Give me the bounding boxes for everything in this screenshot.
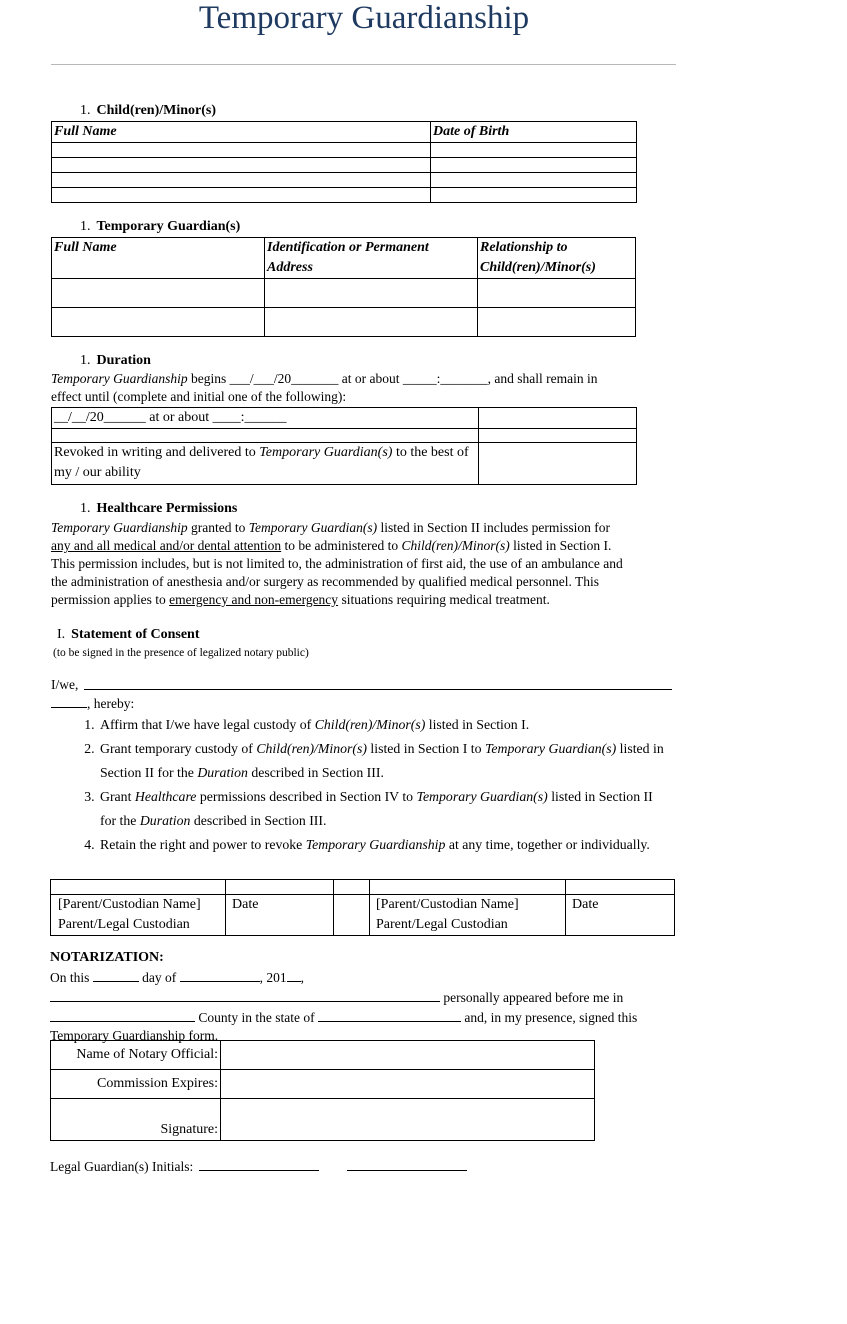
duration-options-table	[51, 407, 637, 485]
consent-item	[98, 737, 668, 785]
signature-cell[interactable]	[51, 880, 226, 895]
text-fragment: to the best of my / our ability	[54, 445, 469, 480]
notary-name-label: Name of Notary Official:	[51, 1041, 221, 1070]
term: Temporary Guardian(s)	[484, 741, 617, 756]
day-blank[interactable]	[93, 967, 139, 982]
text-fragment: granted to	[187, 520, 249, 535]
guardians-table	[51, 237, 636, 337]
term: Child(ren)/Minor(s)	[256, 741, 367, 756]
commission-expires-label: Commission Expires:	[51, 1070, 221, 1099]
signature-date-cell[interactable]	[566, 880, 675, 895]
guardian-id-cell[interactable]	[265, 279, 478, 308]
text-fragment: Affirm that I/we have legal custody of	[100, 717, 315, 732]
text-fragment: , 201	[259, 970, 287, 985]
begin-date-blank[interactable]: ___/___/20_______	[229, 371, 339, 386]
col-header-full-name: Full Name	[52, 238, 265, 279]
text-fragment: ,	[300, 970, 305, 985]
section-number: 1.	[80, 103, 91, 118]
notary-name-field[interactable]	[221, 1041, 595, 1070]
text-fragment: Retain the right and power to revoke	[100, 837, 306, 852]
text-fragment: at or about	[338, 371, 403, 386]
child-dob-cell[interactable]	[431, 143, 637, 158]
text-fragment: permissions described in Section IV to	[196, 789, 417, 804]
signer-name-label: [Parent/Custodian Name]	[376, 897, 519, 912]
consent-item	[98, 833, 668, 857]
term: Temporary Guardianship	[305, 837, 446, 852]
begin-time-blank[interactable]: _____:_______	[402, 371, 488, 386]
signer-role-label: Parent/Legal Custodian	[58, 917, 190, 932]
spacer-cell	[334, 880, 370, 895]
parent-names-line-cont[interactable]	[51, 693, 87, 708]
section-title: Statement of Consent	[71, 627, 200, 642]
term: Temporary Guardian(s)	[416, 789, 548, 804]
text-fragment: Revoked in writing and delivered to	[54, 445, 260, 460]
spacer-cell	[334, 895, 370, 936]
text-fragment: situations requiring medical treatment.	[338, 592, 550, 607]
county-blank[interactable]	[50, 1007, 195, 1022]
text-fragment: On this	[50, 970, 93, 985]
notarization-heading: NOTARIZATION:	[50, 950, 164, 965]
section-title: Child(ren)/Minor(s)	[96, 103, 217, 118]
year-blank[interactable]	[287, 967, 301, 982]
children-table	[51, 121, 637, 203]
text-fragment: described in Section III.	[190, 813, 327, 828]
spacer-cell	[479, 429, 637, 443]
text-fragment: effect until (complete and initial one of the following):	[51, 389, 347, 404]
iwe-label: I/we,	[51, 677, 79, 692]
text-fragment: County in the state of	[195, 1010, 318, 1025]
hereby-text: , hereby:	[87, 696, 135, 711]
section-guardians-heading	[80, 219, 240, 235]
col-header-identification: Identification or Permanent Address	[265, 238, 478, 279]
text-fragment: the administration of anesthesia and/or surgery as recommended by qualified medical personnel. This	[51, 574, 599, 589]
signer-role-label: Parent/Legal Custodian	[376, 917, 508, 932]
consent-item	[98, 713, 668, 737]
notarization-text	[50, 967, 690, 1045]
child-dob-cell[interactable]	[431, 173, 637, 188]
text-fragment: Temporary Guardianship form.	[50, 1028, 219, 1043]
section-title: Temporary Guardian(s)	[96, 219, 241, 234]
signer-left-date: Date	[226, 895, 334, 936]
page-title: Temporary Guardianship	[198, 0, 530, 36]
appeared-person-blank[interactable]	[50, 987, 440, 1002]
col-header-relationship: Relationship to Child(ren)/Minor(s)	[478, 238, 636, 279]
child-name-cell[interactable]	[52, 158, 431, 173]
commission-expires-field[interactable]	[221, 1070, 595, 1099]
child-dob-cell[interactable]	[431, 158, 637, 173]
text-fragment: Grant	[100, 789, 135, 804]
section-number: 1.	[80, 353, 91, 368]
hereby-line	[51, 693, 134, 713]
signer-right-date: Date	[566, 895, 675, 936]
initials-blank-1[interactable]	[199, 1156, 319, 1171]
notary-table	[50, 1040, 595, 1141]
end-time-blank[interactable]: ____:______	[212, 410, 287, 425]
guardian-relationship-cell[interactable]	[478, 279, 636, 308]
child-name-cell[interactable]	[52, 143, 431, 158]
text-fragment: begins	[187, 371, 230, 386]
text-fragment: to be administered to	[281, 538, 402, 553]
term-temporary-guardianship: Temporary Guardianship	[51, 371, 188, 386]
notary-signature-label: Signature:	[51, 1099, 221, 1141]
col-header-date-of-birth: Date of Birth	[431, 122, 637, 143]
section-healthcare-heading	[80, 501, 237, 517]
text-fragment: at or about	[145, 410, 213, 425]
text-fragment: permission applies to	[51, 592, 170, 607]
initials-label: Legal Guardian(s) Initials:	[50, 1159, 194, 1174]
option-end-date[interactable]	[52, 408, 479, 429]
term: Duration	[139, 813, 191, 828]
notary-signature-field[interactable]	[221, 1099, 595, 1141]
text-fragment: personally appeared before me in	[440, 990, 624, 1005]
text-fragment: described in Section III.	[247, 765, 384, 780]
section-title: Healthcare Permissions	[96, 501, 238, 516]
end-date-blank[interactable]: __/__/20______	[54, 410, 146, 425]
term: Temporary Guardianship	[51, 520, 188, 535]
state-blank[interactable]	[318, 1007, 461, 1022]
option-revoked-initials[interactable]	[479, 443, 637, 485]
text-fragment: listed in Section I.	[509, 538, 612, 553]
title-divider	[51, 64, 676, 65]
guardian-name-cell[interactable]	[52, 279, 265, 308]
text-fragment: listed in Section II for the	[100, 741, 664, 780]
section-number: I.	[57, 627, 66, 642]
spacer-cell	[52, 429, 479, 443]
consent-list	[76, 713, 668, 857]
text-fragment: day of	[138, 970, 180, 985]
section-title: Duration	[96, 353, 151, 368]
signature-date-cell[interactable]	[226, 880, 334, 895]
option-revoked	[52, 443, 479, 485]
consent-note: (to be signed in the presence of legalized notary public)	[53, 647, 309, 659]
child-name-cell[interactable]	[52, 188, 431, 203]
signature-cell[interactable]	[370, 880, 566, 895]
consent-item	[98, 785, 668, 833]
guardian-name-cell[interactable]	[52, 308, 265, 337]
text-fragment: listed in Section I.	[425, 717, 530, 732]
text-fragment: This permission includes, but is not limited to, the administration of first aid, the use of an ambulance and	[51, 556, 623, 571]
child-dob-cell[interactable]	[431, 188, 637, 203]
signature-table	[50, 879, 675, 936]
section-consent-heading	[57, 627, 200, 643]
section-number: 1.	[80, 501, 91, 516]
duration-text	[51, 370, 651, 406]
signer-left	[51, 895, 226, 936]
term: Temporary Guardian(s)	[248, 520, 378, 535]
signer-name-label: [Parent/Custodian Name]	[58, 897, 201, 912]
healthcare-paragraph	[51, 519, 691, 609]
term-temporary-guardians: Temporary Guardian(s)	[259, 445, 393, 460]
term: Child(ren)/Minor(s)	[401, 538, 510, 553]
text-fragment: and, in my presence, signed this	[460, 1010, 638, 1025]
text-fragment: , and shall remain in	[487, 371, 598, 386]
section-duration-heading	[80, 353, 151, 369]
child-name-cell[interactable]	[52, 173, 431, 188]
section-children-heading	[80, 103, 216, 119]
text-fragment: at any time, together or individually.	[445, 837, 650, 852]
month-blank[interactable]	[180, 967, 260, 982]
text-fragment: listed in Section II includes permission for	[377, 520, 610, 535]
term: Healthcare	[134, 789, 197, 804]
initials-line	[50, 1156, 550, 1176]
signer-right	[370, 895, 566, 936]
section-number: 1.	[80, 219, 91, 234]
term: Duration	[197, 765, 248, 780]
term: Child(ren)/Minor(s)	[314, 717, 426, 732]
guardian-id-cell[interactable]	[265, 308, 478, 337]
option-end-date-initials[interactable]	[479, 408, 637, 429]
parent-names-line[interactable]	[84, 675, 672, 690]
text-fragment: listed in Section I to	[366, 741, 485, 756]
underlined-phrase: any and all medical and/or dental attention	[51, 538, 282, 553]
initials-blank-2[interactable]	[347, 1156, 467, 1171]
text-fragment: listed in Section II for the	[100, 789, 653, 828]
underlined-phrase: emergency and non-emergency	[169, 592, 339, 607]
col-header-full-name: Full Name	[52, 122, 431, 143]
guardian-relationship-cell[interactable]	[478, 308, 636, 337]
text-fragment: Grant temporary custody of	[100, 741, 257, 756]
